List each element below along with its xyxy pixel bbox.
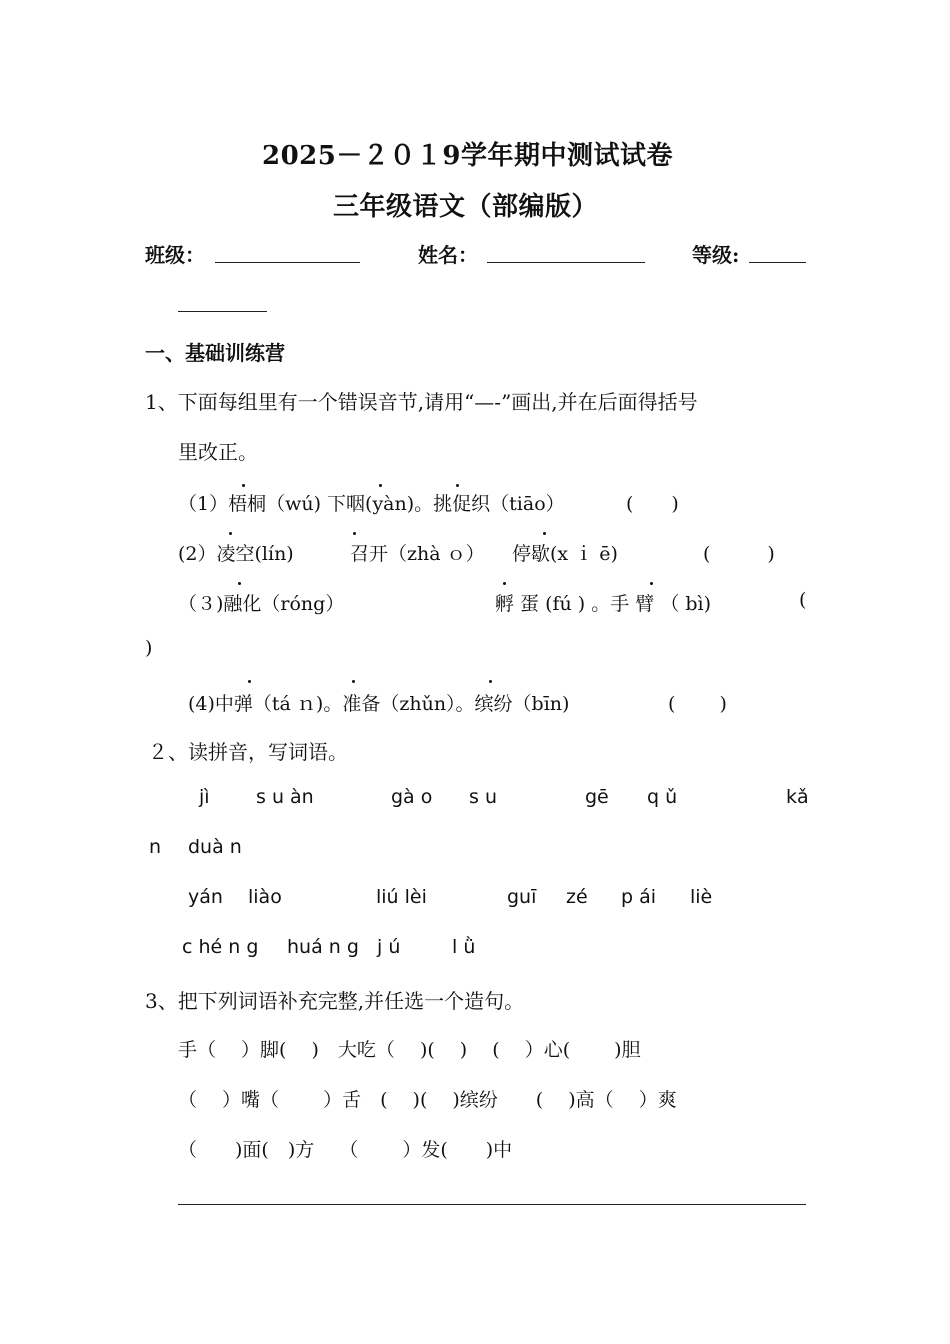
- q1-instruction-line2: 里改正。: [178, 440, 258, 464]
- q1-row2-a: (2）凌空(lín): [178, 543, 294, 565]
- q1-row4: (4)中弹（tá ｎ)。准备（zhǔn）。缤纷（bīn): [188, 693, 570, 715]
- pinyin: zé: [566, 886, 588, 908]
- pinyin: n: [149, 836, 162, 858]
- grade-label: 等级:: [692, 243, 740, 267]
- pinyin: q ǔ: [647, 786, 678, 808]
- pinyin: jì: [199, 786, 210, 808]
- q3-row2: （ ）嘴（ ）舌 ( )( )缤纷 ( )高（ ）爽: [178, 1089, 677, 1111]
- emphasis-dot: [456, 484, 459, 487]
- emphasis-dot: [650, 582, 653, 585]
- q1-row3-answer-close[interactable]: ): [145, 637, 153, 659]
- pinyin: liú lèi: [376, 886, 427, 908]
- pinyin: huá n g: [287, 936, 359, 958]
- q1-row1: （1）梧桐（wú) 下咽(yàn)。挑促织（tiāo）: [178, 493, 565, 515]
- emphasis-dot: [489, 680, 492, 683]
- q3-row3: （ )面( )方 （ ）发( )中: [178, 1139, 513, 1161]
- grade-blank-continued[interactable]: [178, 311, 267, 312]
- pinyin: c hé n g: [182, 936, 259, 958]
- class-label: 班级：: [145, 243, 205, 267]
- pinyin: gà o: [391, 786, 433, 808]
- pinyin: kǎ: [786, 786, 809, 808]
- q3-instruction: 3、把下列词语补充完整,并任选一个造句。: [145, 989, 525, 1013]
- class-blank[interactable]: [215, 262, 360, 263]
- emphasis-dot: [229, 532, 232, 535]
- q3-row1: 手（ ）脚( ) 大吃（ )( ) ( ）心( )胆: [178, 1039, 641, 1061]
- pinyin: gē: [585, 786, 609, 808]
- pinyin: s u àn: [256, 786, 314, 808]
- q1-row2-answer-paren[interactable]: ( ): [703, 543, 775, 565]
- q1-row3-a: （３)融化（róng）: [178, 593, 345, 615]
- emphasis-dot: [242, 484, 245, 487]
- emphasis-dot: [543, 532, 546, 535]
- pinyin: p ái: [621, 886, 657, 908]
- emphasis-dot: [353, 532, 356, 535]
- pinyin: j ú: [377, 936, 401, 958]
- pinyin: liào: [248, 886, 282, 908]
- q1-row1-answer-paren[interactable]: ( ): [626, 493, 679, 515]
- pinyin: duà n: [188, 836, 242, 858]
- emphasis-dot: [503, 582, 506, 585]
- name-label: 姓名：: [418, 243, 478, 267]
- exam-title: 2025－２０１9学年期中测试试卷: [262, 141, 673, 171]
- q1-row2-c: 停歇(x ｉ ē): [512, 543, 618, 565]
- q1-row3-b: 孵 蛋 (fú ) 。手 臂 （ bì): [495, 593, 712, 615]
- sentence-answer-line[interactable]: [178, 1204, 806, 1205]
- pinyin: l ǜ: [452, 936, 476, 958]
- q1-instruction-line1: 1、下面每组里有一个错误音节,请用“—-”画出,并在后面得括号: [145, 390, 698, 414]
- section-heading: 一、基础训练营: [145, 341, 285, 365]
- exam-subtitle: 三年级语文（部编版）: [333, 192, 599, 222]
- grade-blank[interactable]: [749, 262, 806, 263]
- pinyin: s u: [469, 786, 497, 808]
- pinyin: liè: [690, 886, 713, 908]
- name-blank[interactable]: [487, 262, 645, 263]
- q2-instruction: ２、读拼音，写词语。: [148, 740, 348, 764]
- pinyin: yán: [188, 886, 223, 908]
- q1-row3-answer-open[interactable]: (: [799, 589, 807, 611]
- emphasis-dot: [379, 484, 382, 487]
- q1-row2-b: 召开（zhà ｏ）: [350, 543, 485, 565]
- emphasis-dot: [248, 680, 251, 683]
- q1-row4-answer-paren[interactable]: ( ): [668, 693, 727, 715]
- emphasis-dot: [238, 582, 241, 585]
- pinyin: guī: [507, 886, 537, 908]
- emphasis-dot: [352, 680, 355, 683]
